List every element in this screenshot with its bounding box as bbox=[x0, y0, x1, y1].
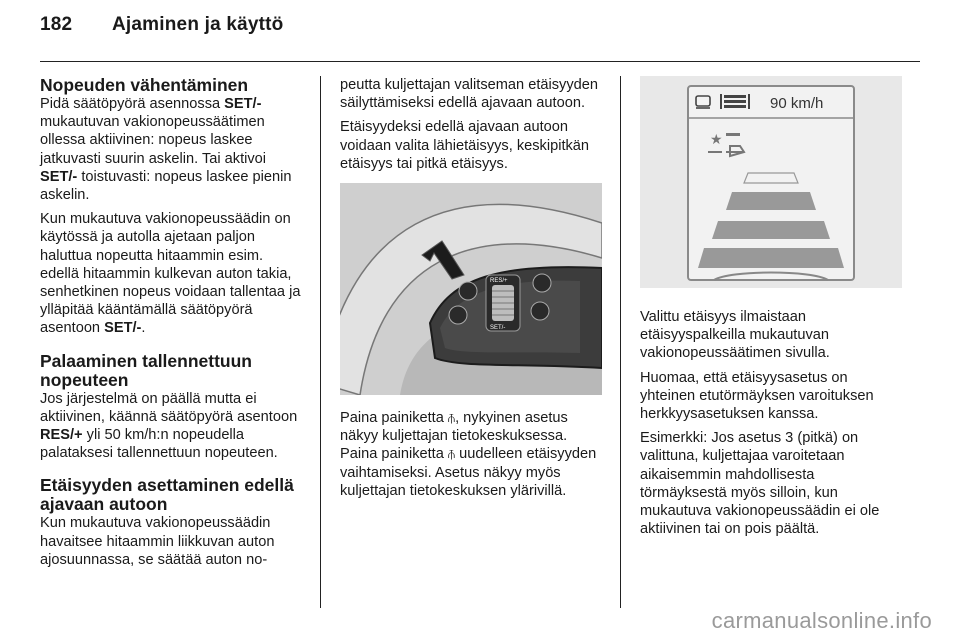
paragraph: Valittu etäisyys ilmaistaan etäisyyspalkeilla mukautuvan vakionopeussäätimen sivulla. bbox=[640, 309, 830, 362]
text: Kun mukautuva vakionopeussäädin on käytössä ja autolla ajetaan paljon haluttua nopeutta hitaammin esim. edellä hitaammin kulkevan auton takia, senhetkinen nopeus voidaan tallentaa ja ylläpitää kääntämällä säätöpyörä asentoon bbox=[40, 211, 301, 337]
text: Paina painiketta bbox=[340, 410, 448, 427]
page-header bbox=[40, 14, 283, 36]
paragraph bbox=[340, 409, 602, 500]
text: , nykyinen asetus näkyy kuljettajan tietokeskuksessa. Paina painiketta bbox=[340, 410, 568, 463]
steering-wheel-illustration bbox=[340, 183, 602, 395]
section-heading: Nopeuden vähentäminen bbox=[40, 75, 249, 95]
svg-text:★: ★ bbox=[710, 132, 723, 148]
header-rule bbox=[40, 61, 920, 62]
speed-readout: 90 km/h bbox=[770, 95, 824, 112]
column-3 bbox=[640, 76, 902, 544]
page-number: 182 bbox=[40, 14, 73, 35]
set-label: SET/- bbox=[490, 325, 506, 332]
text: Jos järjestelmä on päällä mutta ei aktiivinen, käännä säätöpyörä asentoon bbox=[40, 390, 298, 425]
distance-button-icon: ⫚ bbox=[447, 447, 456, 462]
distance-bars-icon bbox=[720, 94, 750, 109]
control-label: SET/- bbox=[104, 320, 142, 337]
paragraph: Etäisyydeksi edellä ajavaan autoon voidaan valita lähietäisyys, keskipitkän etäisyys tai pitkä etäisyys. bbox=[340, 119, 590, 172]
text: toistuvasti: nopeus laskee pienin askelin. bbox=[40, 168, 292, 204]
paragraph: Kun mukautuva vakionopeussäädin havaitsee hitaammin liikkuvan auton ajosuunnassa, se säätää auton no- bbox=[40, 515, 275, 568]
text: yli 50 km/h:n nopeudella palataksesi tallennettuun nopeuteen. bbox=[40, 427, 278, 462]
watermark: carmanualsonline.info bbox=[711, 608, 932, 633]
driver-info-display bbox=[640, 76, 902, 288]
chapter-title: Ajaminen ja käyttö bbox=[112, 14, 284, 35]
column-divider bbox=[320, 76, 321, 608]
text: . bbox=[141, 320, 146, 337]
column-1 bbox=[40, 76, 302, 575]
text: mukautuvan vakionopeussäätimen ollessa aktiivinen: nopeus laskee jatkuvasti suurin askelin. Tai aktivoi bbox=[40, 114, 267, 167]
paragraph: peutta kuljettajan valitseman etäisyyden säilyttämiseksi edellä ajavaan autoon. bbox=[340, 77, 598, 112]
paragraph: Esimerkki: Jos asetus 3 (pitkä) on valittuna, kuljettajaa varoitetaan aikaisemmin mahdollisesta törmäyksestä myös silloin, kun mukautuva vakionopeussäädin ei ole aktiivinen tai on pois päältä. bbox=[640, 430, 880, 538]
section-heading: Etäisyyden asettaminen edellä ajavaan autoon bbox=[40, 475, 294, 515]
paragraph bbox=[40, 95, 302, 204]
column-divider bbox=[620, 76, 621, 608]
paragraph bbox=[40, 210, 302, 337]
column-2 bbox=[340, 76, 602, 506]
paragraph: Huomaa, että etäisyysasetus on yhteinen etutörmäyksen varoituksen herkkyysasetuksen kanssa. bbox=[640, 369, 874, 423]
res-label: RES/+ bbox=[490, 278, 508, 285]
section-heading: Palaaminen tallennettuun nopeuteen bbox=[40, 350, 252, 390]
text: uudelleen etäisyyden vaihtamiseksi. Asetus näkyy myös kuljettajan tietokeskuksen ylärivillä. bbox=[340, 446, 597, 499]
text: Pidä säätöpyörä asennossa bbox=[40, 96, 225, 112]
distance-button-icon: ⫚ bbox=[447, 411, 456, 426]
control-label: RES/+ bbox=[40, 427, 83, 444]
paragraph bbox=[40, 390, 302, 463]
control-label: SET/- bbox=[224, 96, 262, 112]
control-label: SET/- bbox=[40, 168, 78, 185]
